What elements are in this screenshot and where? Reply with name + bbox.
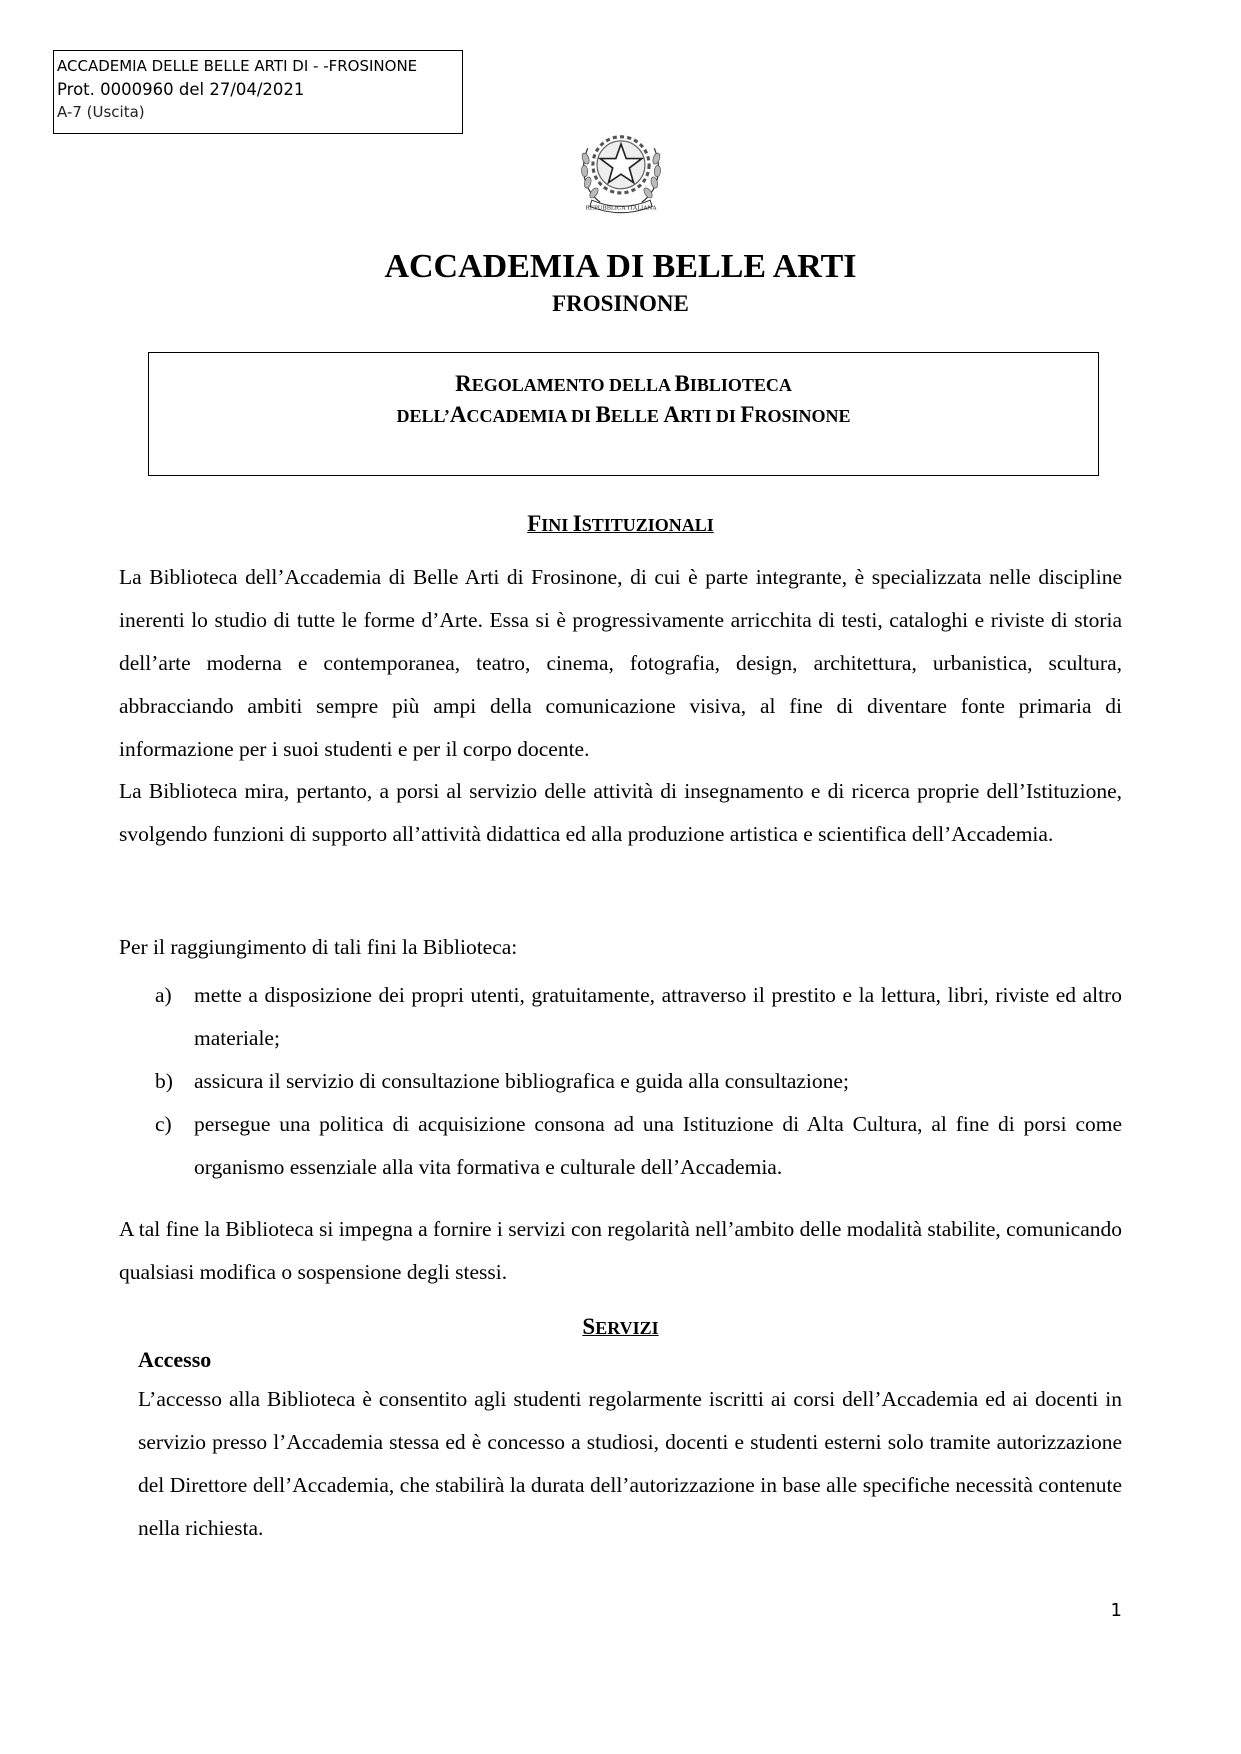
paragraph-intro: La Biblioteca dell’Accademia di Belle Arti di Frosinone, di cui è parte integrante, è specializzata nelle discipline inerenti lo studio di tutte le forme d’Arte. Essa si è progressivamente arricchita di testi, cataloghi e riviste di storia dell’arte moderna e contemporanea, teatro, cinema, fotografia, design, architettura, urbanistica, scultura, abbracciando ambiti sempre più ampi della comunicazione visiva, al fine di diventare fonte primaria di informazione per i suoi studenti e per il corpo docente. xyxy=(119,565,1122,761)
paragraph-access: L’accesso alla Biblioteca è consentito agli studenti regolarmente iscritti ai corsi dell’Accademia ed ai docenti in servizio presso l’Accademia stessa ed è concesso a studiosi, docenti e studenti esterni solo tramite autorizzazione del Direttore dell’Accademia, che stabilirà la durata dell’autorizzazione in base alle specifiche necessità contenute nella richiesta. xyxy=(138,1387,1122,1540)
section-heading-fini-text: FINI ISTITUZIONALI xyxy=(527,511,714,536)
document-title-line-1 xyxy=(149,369,1098,400)
section-heading-fini xyxy=(0,511,1241,538)
document-title-line-2 xyxy=(149,400,1098,431)
list-marker: b) xyxy=(155,1069,173,1093)
republic-emblem-icon xyxy=(569,117,673,221)
list-intro: Per il raggiungimento di tali fini la Biblioteca: xyxy=(119,935,518,959)
list-item-text: mette a disposizione dei propri utenti, gratuitamente, attraverso il prestito e la lettura, libri, riviste ed altro materiale; xyxy=(194,983,1122,1050)
stamp-protocol-number: Prot. 0000960 del 27/04/2021 xyxy=(57,80,305,99)
emblem-ribbon-text: REPUBBLICA ITALIANA xyxy=(585,205,657,212)
list-marker: a) xyxy=(155,983,172,1007)
page-number: 1 xyxy=(1110,1600,1122,1621)
paragraph-closing: A tal fine la Biblioteca si impegna a fornire i servizi con regolarità nell’ambito delle modalità stabilite, comunicando qualsiasi modifica o sospensione degli stessi. xyxy=(119,1217,1123,1284)
stamp-classification: A-7 (Uscita) xyxy=(57,103,145,121)
stamp-institution: ACCADEMIA DELLE BELLE ARTI DI - -FROSINONE xyxy=(57,57,418,75)
protocol-stamp xyxy=(53,50,463,134)
list-marker: c) xyxy=(155,1112,172,1136)
list-item xyxy=(119,1103,1122,1189)
list-item-text: assicura il servizio di consultazione bibliografica e guida alla consultazione; xyxy=(194,1069,849,1093)
paragraph-mission: La Biblioteca mira, pertanto, a porsi al servizio delle attività di insegnamento e di ricerca proprie dell’Istituzione, svolgendo funzioni di supporto all’attività didattica ed alla produzione artistica e scientifica dell’Accademia. xyxy=(119,779,1122,846)
document-title-text-2: DELL’ACCADEMIA DI BELLE ARTI DI FROSINONE xyxy=(396,402,851,427)
section-heading-servizi xyxy=(0,1314,1241,1341)
subheading-accesso: Accesso xyxy=(138,1347,212,1372)
document-title-box xyxy=(148,352,1099,476)
page-subtitle: FROSINONE xyxy=(552,291,689,316)
section-heading-servizi-text: SERVIZI xyxy=(582,1314,659,1339)
aims-list xyxy=(119,974,1122,1189)
list-item xyxy=(119,974,1122,1060)
list-item xyxy=(119,1060,1122,1103)
list-item-text: persegue una politica di acquisizione consona ad una Istituzione di Alta Cultura, al fine di porsi come organismo essenziale alla vita formativa e culturale dell’Accademia. xyxy=(194,1112,1122,1179)
page-title: ACCADEMIA DI BELLE ARTI xyxy=(384,248,857,285)
document-title-text-1: REGOLAMENTO DELLA BIBLIOTECA xyxy=(455,371,792,396)
